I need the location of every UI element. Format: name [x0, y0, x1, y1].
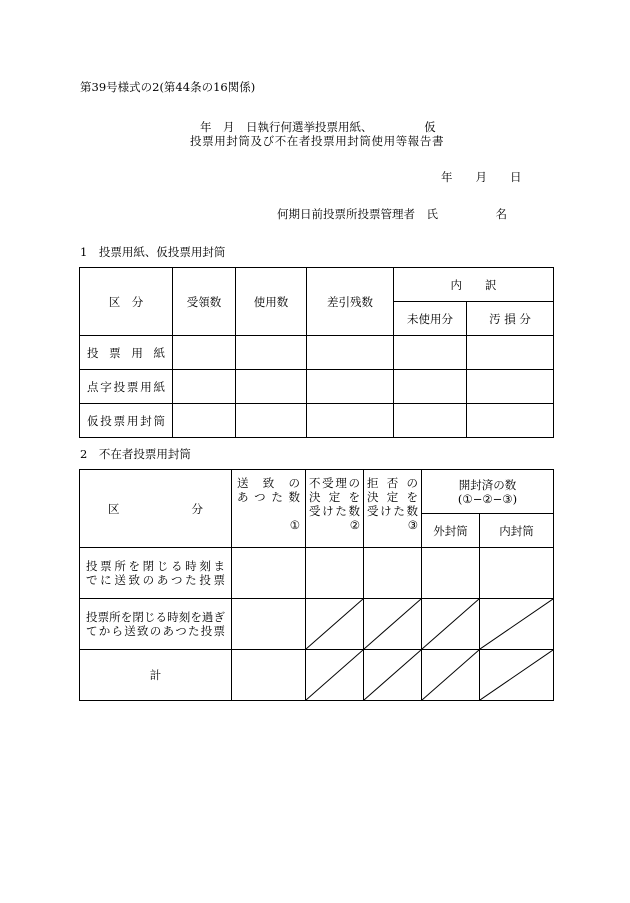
s1-row-label: 投票用紙	[87, 345, 165, 360]
table-row	[80, 404, 554, 438]
section2-table	[79, 469, 554, 701]
s1-cell	[236, 404, 307, 438]
table-row	[80, 548, 554, 599]
s1-cell	[307, 370, 394, 404]
s1-header-unused: 未使用分	[394, 302, 467, 336]
s2-row-label-total: 計	[149, 668, 162, 682]
s1-cell	[173, 336, 236, 370]
s2-header-category: 区 分	[108, 501, 203, 516]
s2-header-col3-mark: ③	[407, 518, 418, 532]
s1-header-remaining: 差引残数	[307, 268, 394, 336]
s2-cell	[480, 548, 554, 599]
s2-cell-struck	[364, 650, 422, 701]
s2-header-col3-l1: 拒 否 の	[367, 476, 418, 490]
diagonal-strike	[364, 599, 421, 649]
s1-cell	[394, 404, 467, 438]
manager-line: 何期日前投票所投票管理者 氏 名	[277, 207, 507, 221]
s2-cell-struck	[480, 650, 554, 701]
s1-cell	[307, 336, 394, 370]
s2-header-col3-l3: 受けた数	[367, 504, 418, 518]
s2-cell	[232, 599, 306, 650]
title-line-2: 投票用封筒及び不在者投票用封筒使用等報告書	[190, 134, 445, 148]
diagonal-strike	[480, 650, 553, 700]
s1-cell	[236, 336, 307, 370]
section1-table	[79, 267, 554, 438]
s2-cell-struck	[422, 599, 480, 650]
s2-header-col2-mark: ②	[349, 518, 360, 532]
s1-header-category: 区 分	[80, 268, 173, 336]
s2-cell	[232, 650, 306, 701]
diagonal-strike	[422, 650, 479, 700]
s1-cell	[467, 370, 554, 404]
s1-cell	[173, 404, 236, 438]
s2-header-col3-l2: 決 定 を	[367, 490, 418, 504]
s1-cell	[394, 336, 467, 370]
s2-header-col2-l1: 不受理の	[309, 476, 360, 490]
s1-row-label: 点字投票用紙	[87, 379, 165, 394]
table-row	[80, 336, 554, 370]
s1-header-breakdown: 内 訳	[394, 268, 554, 302]
s1-cell	[236, 370, 307, 404]
date-line: 年 月 日	[441, 170, 522, 184]
s2-cell-struck	[306, 650, 364, 701]
s1-cell	[173, 370, 236, 404]
diagonal-strike	[306, 599, 363, 649]
table-row	[80, 599, 554, 650]
s2-row-label-l1: 投票所を閉じる時刻ま	[86, 559, 225, 573]
s1-row-label: 仮投票用封筒	[87, 413, 165, 428]
table-row	[80, 370, 554, 404]
s2-header-col2-l3: 受けた数	[309, 504, 360, 518]
s2-row-label-l1: 投票所を閉じる時刻を過ぎ	[86, 610, 225, 624]
diagonal-strike	[364, 650, 421, 700]
s2-header-outer: 外封筒	[422, 514, 480, 548]
s2-cell-struck	[422, 650, 480, 701]
section2-heading: 2 不在者投票用封筒	[80, 447, 191, 461]
s2-header-col1-l2: あ つ た 数	[237, 490, 300, 504]
s2-cell	[306, 548, 364, 599]
s1-header-damaged: 汚 損 分	[467, 302, 554, 336]
s1-cell	[307, 404, 394, 438]
s1-cell	[467, 404, 554, 438]
s2-header-col1-l1: 送 致 の	[237, 476, 300, 490]
s2-cell-struck	[306, 599, 364, 650]
s2-cell	[364, 548, 422, 599]
s2-row-label-l2: でに送致のあつた投票	[86, 573, 225, 587]
s2-cell	[232, 548, 306, 599]
s2-row-label-l2: てから送致のあつた投票	[86, 624, 225, 638]
title-line-1: 年 月 日執行何選挙投票用紙、 仮	[200, 120, 436, 134]
s1-header-received: 受領数	[173, 268, 236, 336]
s1-header-used: 使用数	[236, 268, 307, 336]
s2-header-opened-l1: 開封済の数	[458, 477, 517, 492]
diagonal-strike	[306, 650, 363, 700]
s2-cell	[422, 548, 480, 599]
s2-header-col1-mark: ①	[289, 518, 300, 532]
diagonal-strike	[422, 599, 479, 649]
s2-header-opened-l2: (①−②−③)	[457, 491, 518, 506]
diagonal-strike	[480, 599, 553, 649]
s1-cell	[467, 336, 554, 370]
table-row	[80, 650, 554, 701]
s2-header-inner: 内封筒	[480, 514, 554, 548]
form-number: 第39号様式の2(第44条の16関係)	[80, 80, 256, 94]
s2-cell-struck	[364, 599, 422, 650]
s1-cell	[394, 370, 467, 404]
s2-header-col2-l2: 決 定 を	[309, 490, 360, 504]
s2-cell-struck	[480, 599, 554, 650]
section1-heading: 1 投票用紙、仮投票用封筒	[80, 245, 226, 259]
